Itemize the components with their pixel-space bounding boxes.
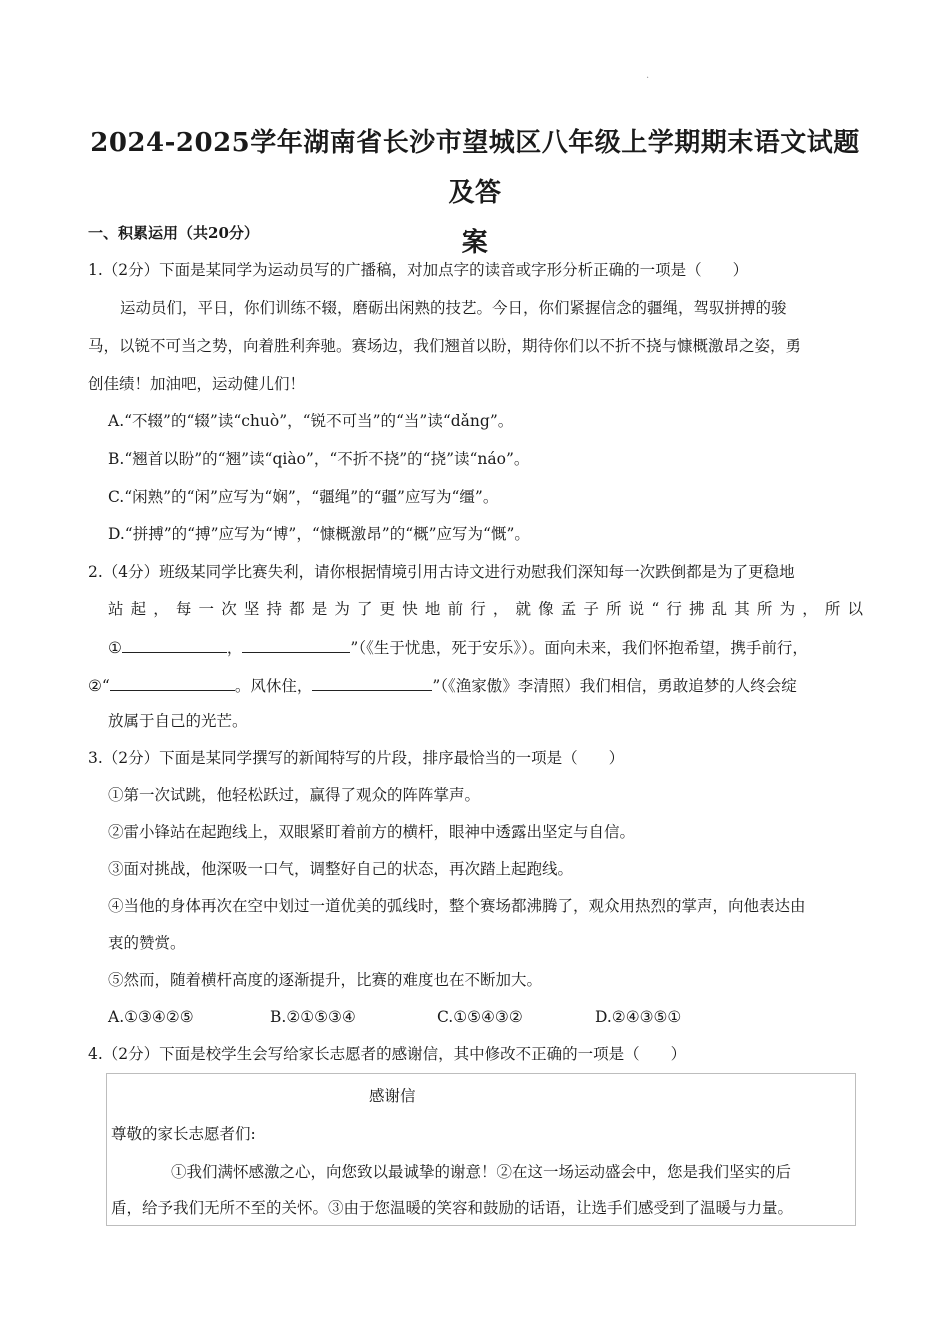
answer-blank-1[interactable] bbox=[122, 634, 227, 653]
question-1-stem: 1.（2分）下面是某同学为运动员写的广播稿，对加点字的读音或字形分析正确的一项是（ ） bbox=[88, 261, 749, 279]
comma: ， bbox=[226, 639, 243, 657]
blank-marker-1: ① bbox=[108, 639, 122, 657]
answer-blank-4[interactable] bbox=[312, 672, 432, 691]
option-b[interactable]: B.②①⑤③④ bbox=[270, 1008, 356, 1026]
question-2-stem: 2.（4分）班级某同学比赛失利，请你根据情境引用古诗文进行劝慰我们深知每一次跌倒都是为了更稳地 bbox=[88, 563, 795, 581]
section-heading: 一、积累运用（共20分） bbox=[88, 224, 259, 242]
option-c[interactable]: C.①⑤④③② bbox=[437, 1008, 523, 1026]
question-3-sentence: ③面对挑战，他深吸一口气，调整好自己的状态，再次踏上起跑线。 bbox=[108, 860, 574, 878]
option-d[interactable]: D.②④③⑤① bbox=[595, 1008, 682, 1026]
title-line-1: 2024-2025学年湖南省长沙市望城区八年级上学期期末语文试题及答 bbox=[90, 128, 860, 208]
question-2-line bbox=[108, 634, 808, 660]
blank-marker-2: ②“ bbox=[88, 677, 110, 695]
page-title bbox=[80, 118, 870, 268]
question-2-line: 站起，每一次坚持都是为了更快地前行，就像孟子所说“行拂乱其所为，所以 bbox=[108, 600, 863, 618]
question-2-line bbox=[88, 672, 797, 698]
option-a[interactable]: A.“不辍”的“辍”读“chuò”，“锐不可当”的“当”读“dǎng”。 bbox=[108, 412, 514, 430]
question-3-sentence: 衷的赞赏。 bbox=[108, 934, 186, 952]
question-2-text: 。风休住， bbox=[234, 677, 313, 695]
option-a[interactable]: A.①③④②⑤ bbox=[108, 1008, 194, 1026]
thank-you-letter-box bbox=[106, 1073, 856, 1226]
title-line-2: 案 bbox=[461, 228, 489, 258]
letter-title: 感谢信 bbox=[369, 1087, 416, 1105]
option-c[interactable]: C.“闲熟”的“闲”应写为“娴”，“疆绳”的“疆”应写为“缰”。 bbox=[108, 488, 499, 506]
question-1-passage-line: 马，以锐不可当之势，向着胜利奔驰。赛场边，我们翘首以盼，期待你们以不折不挠与慷概激昂之姿，勇 bbox=[88, 337, 802, 355]
question-2-source-2: ”（《渔家傲》李清照）我们相信，勇敢追梦的人终会绽 bbox=[432, 677, 797, 695]
question-2-source-1: ”（《生于忧患，死于安乐》）。面向未来，我们怀抱希望，携手前行， bbox=[350, 639, 808, 657]
question-3-stem: 3.（2分）下面是某同学撰写的新闻特写的片段，排序最恰当的一项是（ ） bbox=[88, 749, 625, 767]
question-3-sentence: ①第一次试跳，他轻松跃过，赢得了观众的阵阵掌声。 bbox=[108, 786, 481, 804]
answer-blank-3[interactable] bbox=[110, 672, 235, 691]
answer-blank-2[interactable] bbox=[242, 634, 350, 653]
question-3-options bbox=[108, 1005, 681, 1029]
letter-body-line: ①我们满怀感激之心，向您致以最诚挚的谢意！②在这一场运动盛会中，您是我们坚实的后 bbox=[171, 1163, 792, 1181]
question-3-sentence: ②雷小锋站在起跑线上，双眼紧盯着前方的横杆，眼神中透露出坚定与自信。 bbox=[108, 823, 636, 841]
letter-body-line: 盾，给予我们无所不至的关怀。③由于您温暖的笑容和鼓励的话语，让选手们感受到了温暖与力量。 bbox=[111, 1199, 794, 1217]
question-1-passage-line: 运动员们，平日，你们训练不辍，磨砺出闲熟的技艺。今日，你们紧握信念的疆绳，驾驭拼搏的骏 bbox=[120, 299, 787, 317]
question-3-sentence: ⑤然而，随着横杆高度的逐渐提升，比赛的难度也在不断加大。 bbox=[108, 971, 543, 989]
page-mark: . bbox=[646, 70, 650, 81]
letter-greeting: 尊敬的家长志愿者们: bbox=[111, 1125, 256, 1143]
question-4-stem: 4.（2分）下面是校学生会写给家长志愿者的感谢信，其中修改不正确的一项是（ ） bbox=[88, 1045, 687, 1063]
question-2-line: 放属于自己的光芒。 bbox=[108, 712, 248, 730]
option-b[interactable]: B.“翘首以盼”的“翘”读“qiào”，“不折不挠”的“挠”读“náo”。 bbox=[108, 450, 530, 468]
question-3-sentence: ④当他的身体再次在空中划过一道优美的弧线时，整个赛场都沸腾了，观众用热烈的掌声，向他表达由 bbox=[108, 897, 806, 915]
option-d[interactable]: D.“拼搏”的“搏”应写为“博”，“慷概激昂”的“概”应写为“慨”。 bbox=[108, 525, 530, 543]
question-1-passage-line: 创佳绩！加油吧，运动健儿们！ bbox=[88, 375, 306, 393]
